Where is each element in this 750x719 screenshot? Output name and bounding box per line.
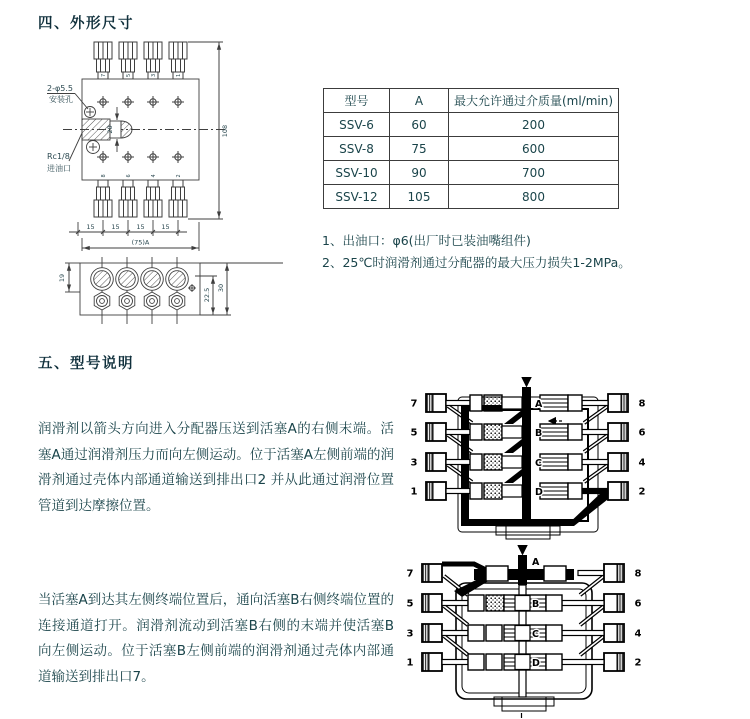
- top-port-number: 1: [176, 73, 182, 77]
- table-row: [324, 161, 619, 185]
- dim-inner-20: 20: [106, 125, 114, 134]
- col-header-model: 型号: [324, 89, 390, 113]
- cell-flow: 600: [449, 137, 619, 161]
- cell-flow: 800: [449, 185, 619, 209]
- port-label-4: 4: [634, 628, 642, 640]
- port-label-3: 3: [406, 628, 414, 640]
- port-label-7: 7: [406, 568, 414, 580]
- bottom-port-number: 8: [101, 174, 107, 178]
- piston-label-b: B: [532, 599, 540, 610]
- cell-model: SSV-8: [324, 137, 390, 161]
- dim-pitch: 15: [86, 223, 95, 231]
- section4-title: 四、外形尺寸: [38, 16, 134, 32]
- bottom-port-number: 4: [151, 174, 157, 178]
- dim-width-75A: (75)A: [131, 238, 150, 247]
- top-port-number: 5: [126, 73, 132, 77]
- piston-label-d: D: [532, 658, 540, 669]
- dim-pitch: 15: [136, 223, 145, 231]
- cell-a: 90: [390, 161, 449, 185]
- port-label-8: 8: [638, 398, 646, 410]
- note-outlet: 1、出油口：φ6(出厂时已装油嘴组件): [322, 233, 531, 248]
- piston-label-a: A: [532, 557, 540, 568]
- mount-hole-label: 安装孔: [49, 95, 73, 104]
- dim-30: 30: [217, 283, 225, 293]
- port-label-4: 4: [638, 457, 646, 469]
- paragraph-1: 润滑剂以箭头方向进入分配器压送到活塞A的右侧末端。活塞A通过润滑剂压力而向左侧运动。位于活塞A左侧前端的润滑剂通过壳体内部通道输送到排出口2 并从此通过润滑位置管道到达摩擦位置。: [38, 421, 394, 514]
- mount-hole-label-dim: 2-φ5.5: [47, 84, 73, 93]
- cell-a: 105: [390, 185, 449, 209]
- port-label-2: 2: [638, 486, 646, 498]
- port-label-5: 5: [410, 427, 418, 439]
- col-header-a: A: [390, 89, 449, 113]
- bottom-port-number: 6: [126, 174, 132, 178]
- inlet-label: 进油口: [47, 164, 71, 173]
- schematic-diagram-1: [402, 376, 654, 540]
- piston-label-a: A: [535, 399, 543, 410]
- top-port-number: 3: [151, 73, 157, 77]
- cell-a: 75: [390, 137, 449, 161]
- port-label-3: 3: [410, 457, 418, 469]
- top-port-number: 7: [101, 73, 107, 77]
- inlet-channel: [522, 387, 531, 526]
- table-row: [324, 113, 619, 137]
- port-label-1: 1: [410, 486, 418, 498]
- dimension-drawing-top-view: [45, 36, 307, 252]
- table-row: [324, 137, 619, 161]
- schematic-diagram-2: [398, 545, 652, 719]
- paragraph-2: 当活塞A到达其左侧终端位置后，通向活塞B右侧终端位置的连接通道打开。润滑剂流动到活塞B右侧的末端并使活塞B向左侧运动。位于活塞B左侧前端的润滑剂通过壳体内部通道输送到排出口7。: [38, 592, 394, 685]
- port-label-1: 1: [406, 657, 414, 669]
- port-label-8: 8: [634, 568, 642, 580]
- port-label-2: 2: [634, 657, 642, 669]
- port-label-6: 6: [638, 427, 646, 439]
- cell-model: SSV-6: [324, 113, 390, 137]
- piston-label-c: C: [535, 458, 542, 469]
- dim-22-5: 22.5: [203, 287, 211, 303]
- note-pressure-loss: 2、25℃时润滑剂通过分配器的最大压力损失1-2MPa。: [322, 255, 631, 270]
- piston-label-c: C: [532, 629, 539, 640]
- section5-title: 五、型号说明: [38, 356, 134, 372]
- piston-label-d: D: [535, 487, 543, 498]
- port-label-7: 7: [410, 398, 418, 410]
- col-header-flow: 最大允许通过介质量(ml/min): [449, 89, 619, 113]
- cell-model: SSV-12: [324, 185, 390, 209]
- dim-pitch: 15: [161, 223, 170, 231]
- inlet-label-thread: Rc1/8: [47, 152, 70, 161]
- notes-block: [322, 230, 722, 274]
- cell-a: 60: [390, 113, 449, 137]
- dim-height-108: 108: [221, 124, 229, 138]
- dimension-drawing-end-view: [45, 252, 307, 344]
- port-label-5: 5: [406, 598, 414, 610]
- cell-flow: 700: [449, 161, 619, 185]
- cell-model: SSV-10: [324, 161, 390, 185]
- dim-pitch: 15: [111, 223, 120, 231]
- table-row: [324, 185, 619, 209]
- cell-flow: 200: [449, 113, 619, 137]
- spec-table: [323, 88, 619, 209]
- port-label-6: 6: [634, 598, 642, 610]
- table-header-row: [324, 89, 619, 113]
- bottom-port-number: 2: [176, 174, 182, 178]
- dim-19: 19: [58, 273, 66, 283]
- piston-label-b: B: [535, 428, 543, 439]
